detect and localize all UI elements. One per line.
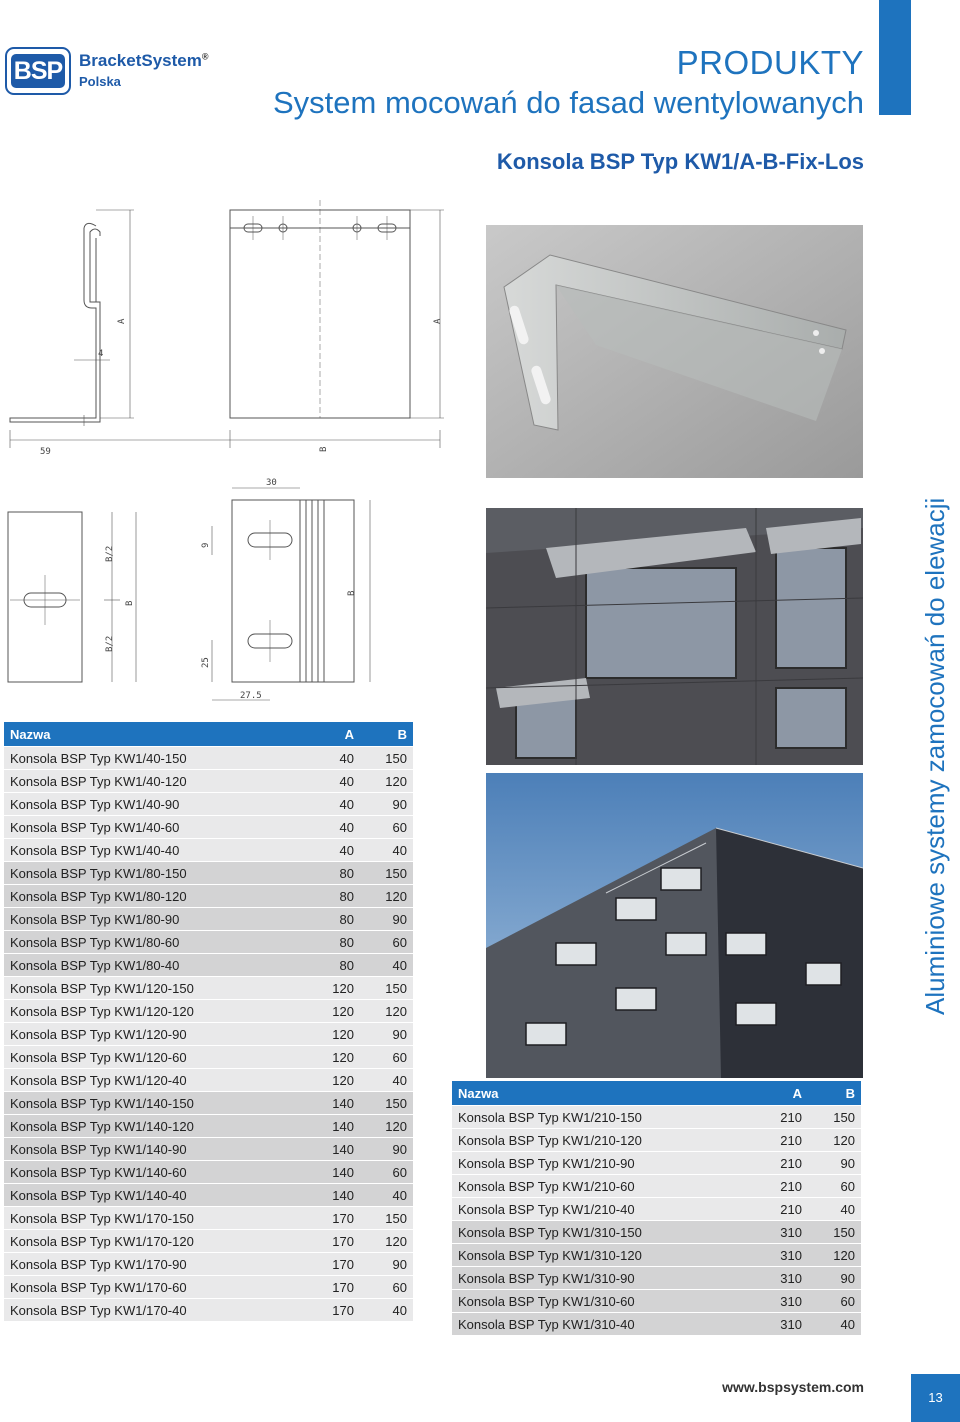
cell-a: 310 <box>744 1267 808 1290</box>
table-row <box>4 816 413 839</box>
cell-name: Konsola BSP Typ KW1/310-90 <box>452 1267 744 1290</box>
sidebar-accent-bar <box>879 0 911 115</box>
cell-b: 90 <box>360 1023 413 1046</box>
cell-a: 120 <box>296 1023 360 1046</box>
cell-b: 90 <box>360 1253 413 1276</box>
table-row <box>4 1092 413 1115</box>
dim-9: 9 <box>201 542 211 548</box>
cell-a: 120 <box>296 1046 360 1069</box>
cell-name: Konsola BSP Typ KW1/310-40 <box>452 1313 744 1336</box>
cell-b: 40 <box>360 954 413 977</box>
cell-b: 150 <box>360 747 413 770</box>
cell-b: 90 <box>808 1152 861 1175</box>
facade-photo-1 <box>486 508 863 765</box>
cell-a: 80 <box>296 954 360 977</box>
cell-a: 120 <box>296 1000 360 1023</box>
table-row <box>4 1000 413 1023</box>
cell-a: 310 <box>744 1244 808 1267</box>
cell-a: 210 <box>744 1198 808 1221</box>
col-name-header: Nazwa <box>4 722 296 747</box>
table-row <box>4 1184 413 1207</box>
product-title: Konsola BSP Typ KW1/A-B-Fix-Los <box>496 149 864 174</box>
table-row <box>452 1244 861 1267</box>
dim-25: 25 <box>201 657 211 668</box>
dim-4: 4 <box>98 349 104 359</box>
table-row <box>4 977 413 1000</box>
cell-a: 310 <box>744 1221 808 1244</box>
dim-b-half-bottom: B/2 <box>105 635 115 652</box>
page-subtitle: System mocowań do fasad wentylowanych <box>272 85 864 120</box>
cell-name: Konsola BSP Typ KW1/210-90 <box>452 1152 744 1175</box>
cell-b: 90 <box>360 1138 413 1161</box>
table-row <box>4 862 413 885</box>
cell-b: 60 <box>360 1161 413 1184</box>
cell-name: Konsola BSP Typ KW1/170-40 <box>4 1299 296 1322</box>
cell-name: Konsola BSP Typ KW1/140-150 <box>4 1092 296 1115</box>
cell-name: Konsola BSP Typ KW1/310-150 <box>452 1221 744 1244</box>
cell-b: 150 <box>360 1092 413 1115</box>
dim-b-half-top: B/2 <box>105 545 115 562</box>
cell-a: 40 <box>296 816 360 839</box>
cell-name: Konsola BSP Typ KW1/40-90 <box>4 793 296 816</box>
registered-mark: ® <box>201 51 209 62</box>
table-row <box>4 1115 413 1138</box>
cell-b: 120 <box>360 1115 413 1138</box>
table-header-row <box>4 722 413 747</box>
col-name-header: Nazwa <box>452 1081 744 1106</box>
table-row <box>4 1276 413 1299</box>
technical-drawing-bottom <box>0 470 460 710</box>
cell-a: 80 <box>296 885 360 908</box>
cell-b: 150 <box>360 862 413 885</box>
sidebar-vertical-text: Aluminiowe systemy zamocowań do elewacji <box>920 497 950 1015</box>
dim-30: 30 <box>266 478 277 488</box>
cell-a: 170 <box>296 1207 360 1230</box>
cell-b: 120 <box>360 885 413 908</box>
cell-name: Konsola BSP Typ KW1/140-120 <box>4 1115 296 1138</box>
table-row <box>4 931 413 954</box>
cell-b: 120 <box>808 1129 861 1152</box>
table-row <box>4 1299 413 1322</box>
table-row <box>4 1230 413 1253</box>
cell-name: Konsola BSP Typ KW1/140-60 <box>4 1161 296 1184</box>
table-row <box>4 770 413 793</box>
website-url[interactable]: www.bspsystem.com <box>722 1379 864 1395</box>
cell-name: Konsola BSP Typ KW1/310-60 <box>452 1290 744 1313</box>
cell-name: Konsola BSP Typ KW1/210-120 <box>452 1129 744 1152</box>
cell-a: 140 <box>296 1161 360 1184</box>
cell-name: Konsola BSP Typ KW1/40-40 <box>4 839 296 862</box>
cell-b: 40 <box>808 1313 861 1336</box>
table-row <box>4 954 413 977</box>
brand-name-part1: Bracket <box>79 51 142 70</box>
cell-b: 150 <box>808 1106 861 1129</box>
cell-b: 60 <box>808 1175 861 1198</box>
cell-name: Konsola BSP Typ KW1/80-60 <box>4 931 296 954</box>
dim-59: 59 <box>40 447 51 457</box>
table-row <box>4 1023 413 1046</box>
cell-name: Konsola BSP Typ KW1/80-90 <box>4 908 296 931</box>
cell-name: Konsola BSP Typ KW1/170-90 <box>4 1253 296 1276</box>
table-row <box>452 1152 861 1175</box>
dim-a-side: A <box>117 318 127 324</box>
facade-photo-2 <box>486 773 863 1078</box>
cell-name: Konsola BSP Typ KW1/80-150 <box>4 862 296 885</box>
cell-b: 150 <box>808 1221 861 1244</box>
table-row <box>4 1138 413 1161</box>
table-row <box>4 908 413 931</box>
cell-b: 120 <box>360 770 413 793</box>
cell-a: 80 <box>296 908 360 931</box>
cell-name: Konsola BSP Typ KW1/40-120 <box>4 770 296 793</box>
dim-27-5: 27.5 <box>240 691 262 701</box>
dim-b-left: B <box>125 600 135 606</box>
page-title: PRODUKTY <box>676 44 864 81</box>
cell-name: Konsola BSP Typ KW1/170-120 <box>4 1230 296 1253</box>
cell-b: 40 <box>360 1069 413 1092</box>
cell-b: 90 <box>360 793 413 816</box>
table-row <box>452 1313 861 1336</box>
cell-a: 170 <box>296 1253 360 1276</box>
table-row <box>4 839 413 862</box>
cell-b: 60 <box>360 816 413 839</box>
cell-a: 210 <box>744 1152 808 1175</box>
cell-name: Konsola BSP Typ KW1/210-60 <box>452 1175 744 1198</box>
table-row <box>4 1253 413 1276</box>
cell-b: 60 <box>360 931 413 954</box>
cell-a: 140 <box>296 1092 360 1115</box>
table-row <box>452 1175 861 1198</box>
cell-a: 140 <box>296 1138 360 1161</box>
cell-a: 80 <box>296 931 360 954</box>
cell-name: Konsola BSP Typ KW1/120-60 <box>4 1046 296 1069</box>
dim-a-front: A <box>433 318 443 324</box>
col-b-header: B <box>808 1081 861 1106</box>
cell-name: Konsola BSP Typ KW1/80-40 <box>4 954 296 977</box>
cell-b: 40 <box>360 1184 413 1207</box>
brand-name-part2: System <box>141 51 202 70</box>
spec-table-right <box>452 1081 861 1336</box>
cell-a: 40 <box>296 793 360 816</box>
cell-a: 170 <box>296 1230 360 1253</box>
table-row <box>4 1161 413 1184</box>
cell-a: 40 <box>296 747 360 770</box>
cell-b: 120 <box>360 1000 413 1023</box>
table-row <box>452 1267 861 1290</box>
cell-b: 90 <box>360 908 413 931</box>
cell-b: 40 <box>360 1299 413 1322</box>
cell-name: Konsola BSP Typ KW1/210-40 <box>452 1198 744 1221</box>
cell-name: Konsola BSP Typ KW1/120-120 <box>4 1000 296 1023</box>
bracket-photo <box>486 225 863 478</box>
cell-b: 60 <box>360 1046 413 1069</box>
cell-a: 310 <box>744 1290 808 1313</box>
cell-a: 80 <box>296 862 360 885</box>
bsp-logo-mark <box>5 47 71 95</box>
cell-name: Konsola BSP Typ KW1/140-90 <box>4 1138 296 1161</box>
col-a-header: A <box>296 722 360 747</box>
cell-name: Konsola BSP Typ KW1/120-40 <box>4 1069 296 1092</box>
cell-a: 210 <box>744 1175 808 1198</box>
cell-name: Konsola BSP Typ KW1/40-60 <box>4 816 296 839</box>
table-row <box>452 1198 861 1221</box>
cell-b: 150 <box>360 977 413 1000</box>
table-row <box>4 1069 413 1092</box>
cell-b: 90 <box>808 1267 861 1290</box>
col-a-header: A <box>744 1081 808 1106</box>
table-row <box>452 1290 861 1313</box>
spec-table-left <box>4 722 413 1322</box>
table-row <box>452 1106 861 1129</box>
cell-a: 140 <box>296 1184 360 1207</box>
brand-logo <box>5 47 209 97</box>
cell-name: Konsola BSP Typ KW1/210-150 <box>452 1106 744 1129</box>
cell-a: 140 <box>296 1115 360 1138</box>
brand-name <box>79 51 209 71</box>
cell-name: Konsola BSP Typ KW1/40-150 <box>4 747 296 770</box>
cell-a: 120 <box>296 977 360 1000</box>
dim-b-right: B <box>347 590 357 596</box>
cell-a: 40 <box>296 770 360 793</box>
table-row <box>4 885 413 908</box>
cell-a: 310 <box>744 1313 808 1336</box>
cell-name: Konsola BSP Typ KW1/80-120 <box>4 885 296 908</box>
cell-a: 210 <box>744 1129 808 1152</box>
cell-b: 40 <box>808 1198 861 1221</box>
table-row <box>4 747 413 770</box>
table-row <box>452 1129 861 1152</box>
cell-name: Konsola BSP Typ KW1/140-40 <box>4 1184 296 1207</box>
cell-b: 60 <box>808 1290 861 1313</box>
dim-b-bottom: B <box>319 446 329 452</box>
cell-name: Konsola BSP Typ KW1/120-150 <box>4 977 296 1000</box>
cell-name: Konsola BSP Typ KW1/120-90 <box>4 1023 296 1046</box>
cell-b: 120 <box>808 1244 861 1267</box>
brand-subtitle: Polska <box>79 74 121 89</box>
cell-a: 170 <box>296 1276 360 1299</box>
cell-a: 120 <box>296 1069 360 1092</box>
cell-a: 210 <box>744 1106 808 1129</box>
table-row <box>4 1046 413 1069</box>
table-row <box>4 793 413 816</box>
cell-name: Konsola BSP Typ KW1/170-60 <box>4 1276 296 1299</box>
cell-b: 120 <box>360 1230 413 1253</box>
cell-b: 150 <box>360 1207 413 1230</box>
cell-a: 170 <box>296 1299 360 1322</box>
logo-text: BSP <box>11 54 65 88</box>
cell-name: Konsola BSP Typ KW1/310-120 <box>452 1244 744 1267</box>
col-b-header: B <box>360 722 413 747</box>
table-header-row <box>452 1081 861 1106</box>
cell-b: 60 <box>360 1276 413 1299</box>
table-row <box>4 1207 413 1230</box>
cell-b: 40 <box>360 839 413 862</box>
technical-drawing-top <box>0 190 460 465</box>
cell-name: Konsola BSP Typ KW1/170-150 <box>4 1207 296 1230</box>
page-number: 13 <box>911 1374 960 1422</box>
cell-a: 40 <box>296 839 360 862</box>
table-row <box>452 1221 861 1244</box>
